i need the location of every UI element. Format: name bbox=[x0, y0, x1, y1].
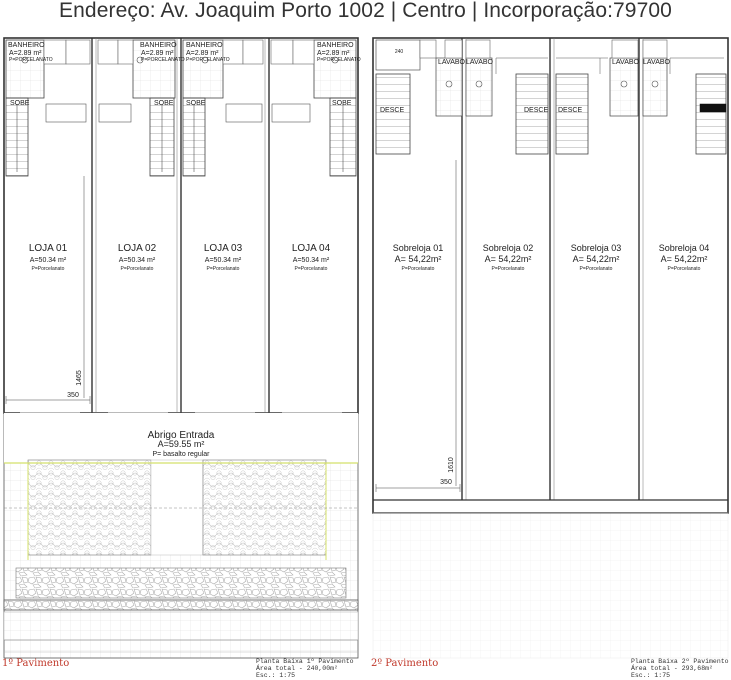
stair-down-label-1: DESCE bbox=[380, 107, 405, 114]
store-floor-1: P=Porcelanato bbox=[31, 266, 65, 272]
entrance-area: A=59.55 m² bbox=[157, 439, 205, 449]
mezzanine-name-2: Sobreloja 02 bbox=[482, 243, 534, 253]
mezzanine-floor-1: P=Porcelanato bbox=[401, 266, 435, 272]
dimension-depth-2: 1610 bbox=[448, 457, 455, 473]
dimension-width: 350 bbox=[67, 392, 79, 399]
bathroom-area-2: A=2.89 m² bbox=[141, 50, 174, 57]
store-floor-2: P=Porcelanato bbox=[120, 266, 154, 272]
mezzanine-name-4: Sobreloja 04 bbox=[658, 243, 710, 253]
stair-down-label-2: DESCE bbox=[524, 107, 549, 114]
store-name-3: LOJA 03 bbox=[203, 243, 243, 254]
bathroom-floor-2: P=PORCELANATO bbox=[141, 57, 185, 63]
bathroom-floor-3: P=PORCELANATO bbox=[186, 57, 230, 63]
stair-down-label-3: DESCE bbox=[558, 107, 583, 114]
dimension-width-2: 350 bbox=[440, 479, 452, 486]
bathroom-floor-1: P=PORCELANATO bbox=[9, 57, 53, 63]
store-floor-4: P=Porcelanato bbox=[294, 266, 328, 272]
second-floor-total-area: Área total - 293,68m² bbox=[631, 665, 713, 672]
store-area-3: A=50.34 m² bbox=[204, 257, 242, 264]
stair-label-4: SOBE bbox=[332, 100, 352, 107]
first-floor-sheet-info bbox=[256, 658, 354, 679]
second-floor-scale: Esc.: 1:75 bbox=[631, 672, 671, 679]
store-area-2: A=50.34 m² bbox=[118, 257, 156, 264]
second-floor-sheet-info bbox=[631, 658, 729, 679]
entrance-floor: P= basalto regular bbox=[152, 451, 210, 458]
lavatory-label-3: LAVABO bbox=[612, 59, 639, 66]
bathroom-floor-4: P=PORCELANATO bbox=[317, 57, 361, 63]
stair-label-1: SOBE bbox=[10, 100, 30, 107]
store-area-1: A=50.34 m² bbox=[29, 257, 67, 264]
first-floor-label: 1º Pavimento bbox=[2, 658, 70, 669]
first-floor-plan bbox=[4, 38, 358, 658]
mezzanine-area-3: A= 54,22m² bbox=[572, 254, 620, 264]
bathroom-label-3: BANHEIRO bbox=[186, 42, 223, 49]
second-floor-label: 2º Pavimento bbox=[371, 658, 439, 669]
first-floor-total-area: Área total - 240,00m² bbox=[256, 665, 338, 672]
entrance-name: Abrigo Entrada bbox=[147, 430, 215, 441]
first-floor-sheet-title: Planta Baixa 1º Pavimento bbox=[256, 658, 354, 665]
lavatory-label-1: LAVABO bbox=[438, 59, 465, 66]
bathroom-area-1: A=2.89 m² bbox=[9, 50, 42, 57]
mezzanine-name-3: Sobreloja 03 bbox=[570, 243, 622, 253]
stair-label-3: SOBE bbox=[186, 100, 206, 107]
first-floor-scale: Esc.: 1:75 bbox=[256, 672, 296, 679]
second-floor-sheet-title: Planta Baixa 2º Pavimento bbox=[631, 658, 729, 665]
bathroom-label-2: BANHEIRO bbox=[140, 42, 177, 49]
mezzanine-area-1: A= 54,22m² bbox=[394, 254, 442, 264]
mezzanine-floor-2: P=Porcelanato bbox=[491, 266, 525, 272]
bathroom-label-4: BANHEIRO bbox=[317, 42, 354, 49]
mezzanine-floor-3: P=Porcelanato bbox=[579, 266, 613, 272]
lavatory-label-2: LAVABO bbox=[466, 59, 493, 66]
store-floor-3: P=Porcelanato bbox=[206, 266, 240, 272]
mezzanine-area-2: A= 54,22m² bbox=[484, 254, 532, 264]
mezzanine-area-4: A= 54,22m² bbox=[660, 254, 708, 264]
store-name-1: LOJA 01 bbox=[28, 243, 68, 254]
bathroom-label-1: BANHEIRO bbox=[8, 42, 45, 49]
store-name-4: LOJA 04 bbox=[291, 243, 331, 254]
dimension-top: 240 bbox=[394, 49, 404, 55]
second-floor-plan bbox=[373, 38, 728, 658]
bathroom-area-4: A=2.89 m² bbox=[317, 50, 350, 57]
bathroom-area-3: A=2.89 m² bbox=[186, 50, 219, 57]
page-title: Endereço: Av. Joaquim Porto 1002 | Centro | Incorporação:79700 bbox=[59, 0, 672, 22]
stair-label-2: SOBE bbox=[154, 100, 174, 107]
mezzanine-floor-4: P=Porcelanato bbox=[667, 266, 701, 272]
store-name-2: LOJA 02 bbox=[117, 243, 157, 254]
mezzanine-name-1: Sobreloja 01 bbox=[392, 243, 444, 253]
store-area-4: A=50.34 m² bbox=[292, 257, 330, 264]
lavatory-label-4: LAVABO bbox=[643, 59, 670, 66]
dimension-depth: 1465 bbox=[76, 370, 83, 386]
